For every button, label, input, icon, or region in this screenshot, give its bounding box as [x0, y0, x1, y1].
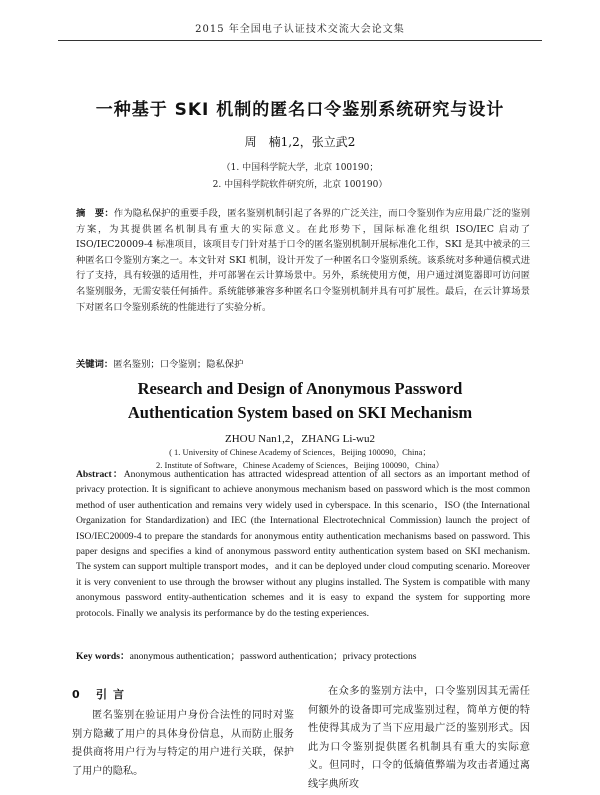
english-keywords — [76, 648, 530, 662]
chinese-keywords-label: 关键词： — [76, 359, 114, 370]
english-abstract-label: Abstract： — [76, 469, 124, 480]
intro-right-column: 在众多的鉴别方法中，口令鉴别因其无需任何额外的设备即可完成鉴别过程，简单方便的特性使得其成为了当下应用最广泛的鉴别形式。因此为口令鉴别提供匿名机制具有重大的实际意义。但同时，口令的低熵值弊端为攻击者通过离线字典所攻 — [308, 686, 530, 790]
header-rule — [58, 40, 542, 41]
english-keywords-label: Key words： — [76, 651, 130, 662]
english-title-line-2: Authentication System based on SKI Mechanism — [127, 403, 473, 422]
running-header: 2015 年全国电子认证技术交流大会论文集 — [195, 24, 405, 35]
english-abstract — [76, 467, 530, 621]
english-title — [0, 377, 600, 425]
english-abstract-text: Anonymous authentication has attracted widespread attention of all sectors as an important method of privacy protection. It is significant to achieve anonymous mechanism based on password which is the most common method of user authentication and remains very widely used in cyberspace. In this scenario，ISO (the International Organization for Standardization) and IEC (the International Electrotechnical Commission) launch the project of ISO/IEC20009-4 to prepare the standards for anonymous entity authentication mechanisms based on password. This paper designs and specifies a kind of anonymous password entity authentication system based on SKI mechanism. The system can support multiple transport modes，and it can be deployed under cloud computing scenario. Moreover it is very convenient to use through the browser without any plugins installed. The System is compatible with many anonymous password entity-authentication schemes and it is easy to expand the system for supporting more protocols. Finally we analysis its performance by do the testing experiences. — [76, 469, 530, 619]
chinese-keywords — [76, 356, 530, 370]
chinese-affiliation-1: （1. 中国科学院大学，北京 100190； — [221, 163, 379, 173]
chinese-title: 一种基于 SKI 机制的匿名口令鉴别系统研究与设计 — [95, 100, 505, 120]
english-affiliation-1: ( 1. University of Chinese Academy of Sciences，Beijing 100090，China； — [169, 447, 431, 457]
intro-left-column: 匿名鉴别在验证用户身份合法性的同时对鉴别方隐藏了用户的具体身份信息，从而防止服务提供商将用户行为与特定的用户进行关联，保护了用户的隐私。 — [72, 710, 294, 777]
chinese-affiliation-2: 2. 中国科学院软件研究所，北京 100190） — [212, 180, 388, 190]
section-heading-introduction — [72, 686, 130, 702]
english-authors: ZHOU Nan1,2，ZHANG Li-wu2 — [224, 433, 375, 445]
section-number: 0 — [72, 688, 80, 701]
english-title-line-1: Research and Design of Anonymous Password — [137, 379, 463, 398]
chinese-abstract-text: 作为隐私保护的重要手段，匿名鉴别机制引起了各界的广泛关注，而口令鉴别作为应用最广泛的鉴别方案，为其提供匿名机制具有重大的实际意义。在此形势下，国际标准化组织 ISO/IEC 启动了 ISO/IEC20009-4 标准项目，该项目专门针对基于口令的匿名鉴别机制开展标准化工作，SKI 是其中被录的三种匿名口令鉴别方案之一。本文针对 SKI 机制，设计开发了一种匿名口令鉴别系统。该系统对多种通信模式进行了支持，具有较强的适用性，并可部署在云计算场景中。另外，系统使用方便，用户通过浏览器即可访问匿名鉴别服务，无需安装任何插件。系统能够兼容多种匿名口令鉴别机制并具有可扩展性。最后，在云计算场景下对匿名口令鉴别系统的性能进行了实验分析。 — [76, 208, 530, 313]
chinese-keywords-text: 匿名鉴别；口令鉴别；隐私保护 — [113, 359, 244, 370]
chinese-authors: 周 楠1,2，张立武2 — [244, 135, 356, 149]
chinese-abstract-label: 摘 要： — [76, 208, 114, 219]
english-keywords-text: anonymous authentication；password authentication；privacy protections — [129, 651, 417, 662]
english-affiliation-2: 2. Institute of Software，Chinese Academy of Sciences，Beijing 100090，China） — [155, 460, 444, 470]
chinese-abstract — [76, 206, 530, 315]
section-label: 引言 — [96, 688, 130, 701]
